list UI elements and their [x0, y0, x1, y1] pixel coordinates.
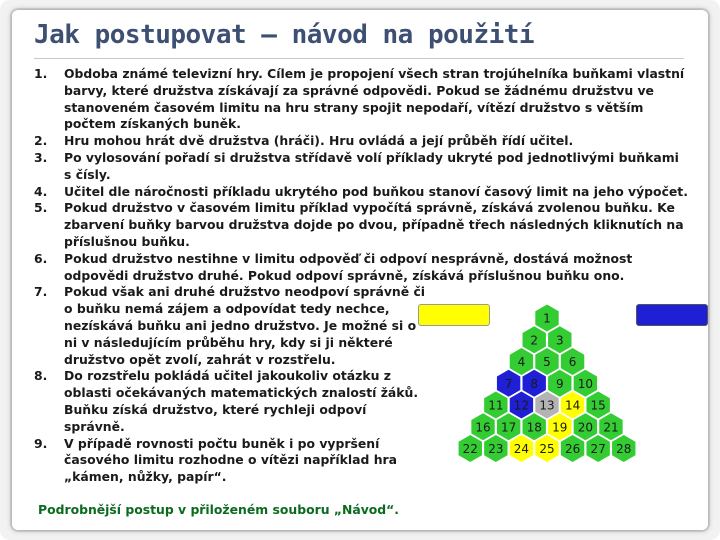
- list-item-number: 8.: [34, 368, 48, 384]
- hex-cell-label: 3: [555, 333, 564, 348]
- list-item-number: 7.: [34, 284, 48, 300]
- hex-cell-label: 11: [488, 398, 504, 413]
- hex-cell-label: 12: [513, 398, 530, 413]
- list-item: [34, 436, 430, 486]
- hex-cell-label: 26: [564, 442, 581, 456]
- hex-cell-label: 27: [590, 442, 606, 456]
- hex-cell-label: 23: [488, 442, 504, 456]
- list-item-number: 3.: [34, 149, 48, 165]
- hex-cell-label: 1: [543, 311, 551, 326]
- page-title: Jak postupovat – návod na použití: [34, 20, 535, 50]
- hex-cell-label: 17: [500, 420, 517, 435]
- hex-cell-label: 20: [577, 420, 594, 435]
- list-item-text: Hru mohou hrát dvě družstva (hráči). Hru ovládá a její průběh řídí učitel.: [64, 133, 574, 149]
- list-item-text: Po vylosování pořadí si družstva střídavě volí příklady ukryté pod jednotlivými buňkami s čísly.: [64, 149, 679, 182]
- hex-cell-label: 24: [513, 442, 530, 456]
- hex-cell-label: 28: [616, 442, 632, 456]
- list-item-number: 6.: [34, 250, 48, 266]
- hex-cell-label: 13: [539, 398, 555, 413]
- list-item: [34, 284, 430, 368]
- list-item-number: 1.: [34, 66, 48, 81]
- list-item: [34, 368, 430, 435]
- hex-cell-label: 19: [552, 420, 568, 435]
- hex-game-board: [440, 300, 660, 500]
- list-item-text: Pokud však ani druhé družstvo neodpoví správně či o buňku nemá zájem a odpovídat tedy nechce, nezískává buňku ani jedno družstvo. Je možné si o ni v následujícím průběhu hry, kdy si ji některé družstvo opět zvolí, zahrát v rozstřelu.: [64, 284, 426, 367]
- footer-note: Podrobnější postup v přiloženém souboru „Návod“.: [38, 502, 400, 517]
- hex-cell-label: 4: [517, 355, 526, 369]
- hex-cell-label: 10: [577, 376, 594, 391]
- list-item: [34, 133, 689, 150]
- hex-cell-label: 14: [564, 398, 581, 413]
- list-item-text: Učitel dle náročnosti příkladu ukrytého pod buňkou stanoví časový limit na jeho výpočet.: [64, 183, 688, 199]
- list-item-text: Obdoba známé televizní hry. Cílem je propojení všech stran trojúhelníka buňkami vlastní barvy, které družstva získávají za správné odpovědi. Pokud se žádnému družstvu ve stanoveném časovém limitu na hru strany spojit nepodaří, vítězí družstvo s větším počtem získaných buněk.: [64, 66, 685, 132]
- list-item-text: Do rozstřelu pokládá učitel jakoukoliv otázku z oblasti očekávaných matematických znalostí žáků. Buňku získá družstvo, které rychleji odpoví správně.: [64, 368, 419, 434]
- hex-cell-label: 2: [530, 333, 539, 348]
- list-item-number: 4.: [34, 183, 48, 199]
- hex-cell-label: 21: [603, 420, 619, 435]
- hex-cell-label: 16: [475, 420, 491, 435]
- list-item: [34, 200, 689, 250]
- hex-cell-label: 25: [539, 442, 555, 456]
- list-item: [34, 251, 689, 285]
- list-item: [34, 150, 689, 184]
- hex-cell-label: 8: [530, 376, 539, 391]
- list-item-text: V případě rovnosti počtu buněk i po vypršení časového limitu rozhodne o vítězi například hra „kámen, nůžky, papír“.: [64, 435, 397, 485]
- list-item-number: 5.: [34, 200, 48, 216]
- hex-cell-label: 7: [504, 376, 513, 391]
- title-divider: [34, 58, 684, 59]
- hex-cell-label: 15: [590, 398, 606, 413]
- hex-cell-label: 18: [526, 420, 542, 435]
- hex-cell-label: 5: [543, 355, 551, 369]
- list-item-text: Pokud družstvo v časovém limitu příklad vypočítá správně, získává zvolenou buňku. Ke zbarvení buňky barvou družstva dojde po dvou, případně třech následných kliknutích na příslušnou buňku.: [64, 200, 684, 249]
- list-item-text: Pokud družstvo nestihne v limitu odpověď či odpoví nesprávně, dostává možnost odpovědi družstvo druhé. Pokud odpoví správně, získává příslušnou buňku ono.: [64, 250, 633, 283]
- list-item-number: 2.: [34, 133, 48, 149]
- list-item: [34, 184, 689, 201]
- hex-cell-label: 6: [568, 355, 577, 369]
- hex-cell-label: 9: [555, 376, 564, 391]
- list-item: [34, 66, 689, 133]
- hex-cell-label: 22: [462, 442, 478, 456]
- list-item-number: 9.: [34, 435, 48, 451]
